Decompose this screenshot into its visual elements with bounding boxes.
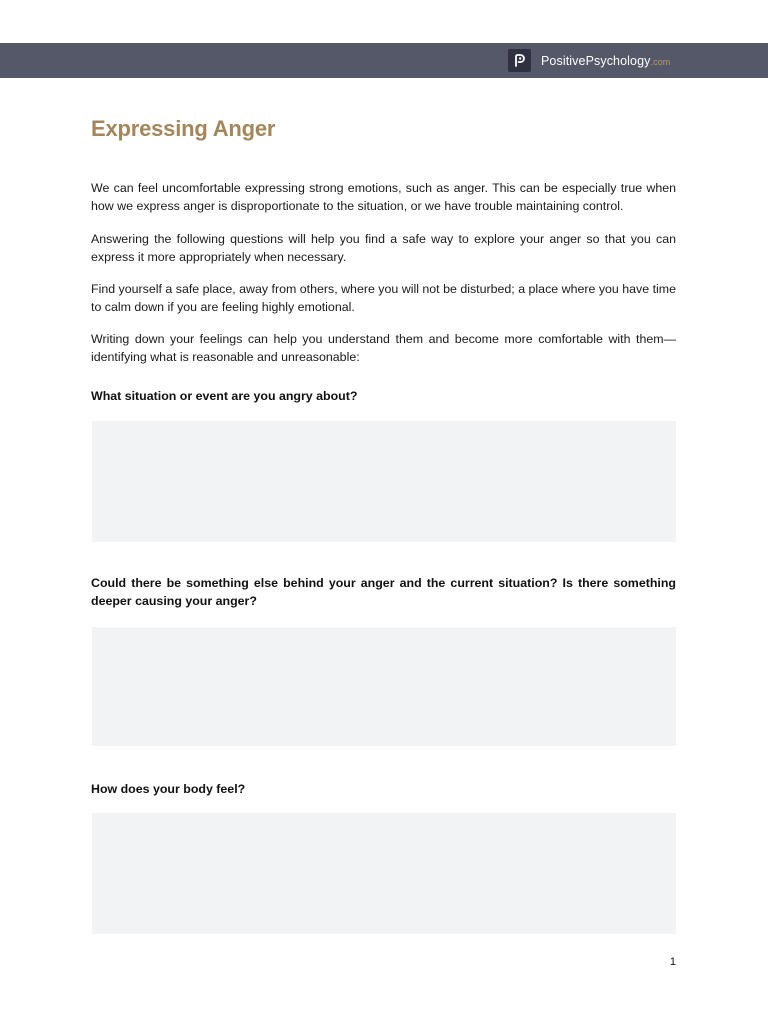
page-number: 1 bbox=[669, 956, 676, 968]
brand-name-text: PositivePsychology bbox=[541, 53, 651, 68]
page-title: Expressing Anger bbox=[91, 116, 276, 141]
intro-paragraph-2: Answering the following questions will help you find a safe way to explore your anger so that you can express it more appropriately when necessary. bbox=[91, 232, 676, 264]
answer-box-2[interactable] bbox=[92, 627, 676, 746]
intro-paragraph-4: Writing down your feelings can help you understand them and become more comfortable with them—identifying what is reasonable and unreasonable: bbox=[91, 332, 676, 364]
question-3: How does your body feel? bbox=[91, 782, 246, 796]
answer-box-1[interactable] bbox=[92, 421, 676, 542]
intro-paragraph-1: We can feel uncomfortable expressing strong emotions, such as anger. This can be especially true when how we express anger is disproportionate to the situation, or we have trouble maintaining control. bbox=[91, 181, 676, 213]
answer-box-3[interactable] bbox=[92, 813, 676, 934]
brand-name bbox=[541, 54, 670, 68]
question-1: What situation or event are you angry about? bbox=[91, 389, 358, 403]
positive-psychology-logo-icon bbox=[508, 49, 531, 72]
intro-paragraph-3: Find yourself a safe place, away from others, where you will not be disturbed; a place where you have time to calm down if you are feeling highly emotional. bbox=[91, 282, 676, 314]
question-2: Could there be something else behind your anger and the current situation? Is there something deeper causing your anger? bbox=[91, 576, 676, 608]
brand-tld: .com bbox=[650, 56, 671, 67]
brand[interactable] bbox=[508, 49, 670, 72]
